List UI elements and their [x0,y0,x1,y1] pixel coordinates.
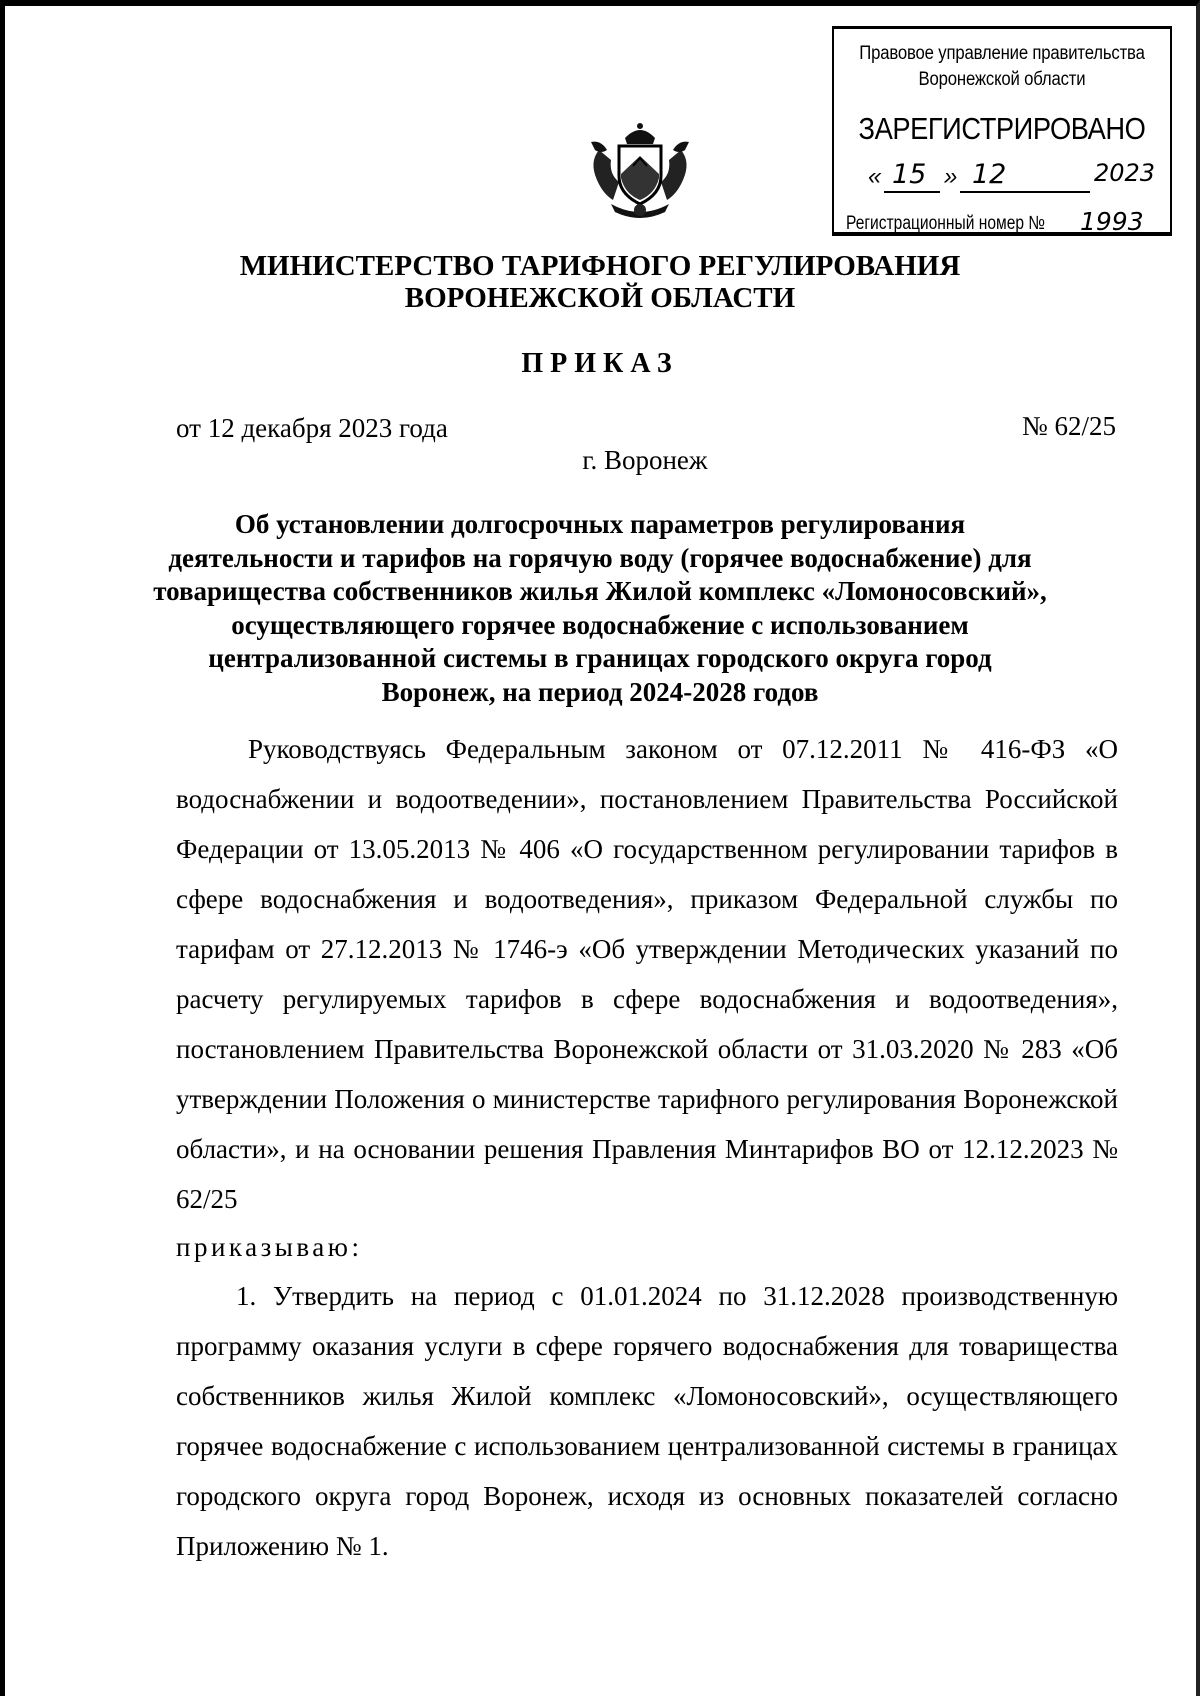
preamble-paragraph: Руководствуясь Федеральным законом от 07.12.2011 № 416-ФЗ «О водоснабжении и водоотведении», постановлением Правительства Российской Федерации от 13.05.2013 № 406 «О государственном регулировании тарифов в сфере водоснабжения и водоотведения», приказом Федеральной службы по тарифам от 27.12.2013 № 1746-э «Об утверждении Методических указаний по расчету регулируемых тарифов в сфере водоснабжения и водоотведения», постановлением Правительства Воронежской области от 31.03.2020 № 283 «Об утверждении Положения о министерстве тарифного регулирования Воронежской области», и на основании решения Правления Минтарифов ВО от 12.12.2023 № 62/25 [176,734,1118,1214]
ministry-name [0,250,1200,314]
document-city: г. Воронеж [582,445,708,475]
ministry-name-line2: ВОРОНЕЖСКОЙ ОБЛАСТИ [404,282,796,314]
ministry-name-line1: МИНИСТЕРСТВО ТАРИФНОГО РЕГУЛИРОВАНИЯ [239,250,961,282]
stamp-date [868,161,1154,197]
stamp-registration-row [846,209,1166,237]
document-subject: Об установлении долгосрочных параметров регулирования деятельности и тарифов на горячую воду (горячее водоснабжение) для товарищества собственников жилья Жилой комплекс «Ломоносовский», осуществляющего горячее водоснабжение с использованием централизованной системы в границах городского округа город Воронеж, на период 2024-2028 годов [153,509,1047,707]
order-item-1: 1. Утвердить на период с 01.01.2024 по 31.12.2028 производственную программу оказания услуги в сфере горячего водоснабжения для товарищества собственников жилья Жилой комплекс «Ломоносовский», осуществляющего горячее водоснабжение с использованием централизованной системы в границах городского округа город Воронеж, исходя из основных показателей согласно Приложению № 1. [176,1281,1118,1561]
document-type: ПРИКАЗ [521,348,679,379]
stamp-authority-line1: Правовое управление правительства [859,43,1145,64]
stamp-day-underline [884,191,940,193]
stamp-year: 2023 [1094,159,1156,187]
stamp-reg-label: Регистрационный номер № [846,213,1046,234]
coat-of-arms-icon [585,120,695,220]
stamp-month-underline [960,191,1090,193]
registration-stamp [832,26,1172,236]
decree-word: приказываю: [176,1232,363,1262]
stamp-title: ЗАРЕГИСТРИРОВАНО [858,111,1146,146]
document-number: № 62/25 [1021,411,1116,441]
stamp-month: 12 [972,159,1007,190]
stamp-authority-line2: Воронежской области [918,69,1086,90]
document-date: от 12 декабря 2023 года [176,413,448,443]
stamp-day: 15 [892,159,927,190]
stamp-quote-open: « [868,163,882,190]
stamp-quote-close: » [944,163,958,190]
stamp-reg-number: 1993 [1080,207,1144,236]
